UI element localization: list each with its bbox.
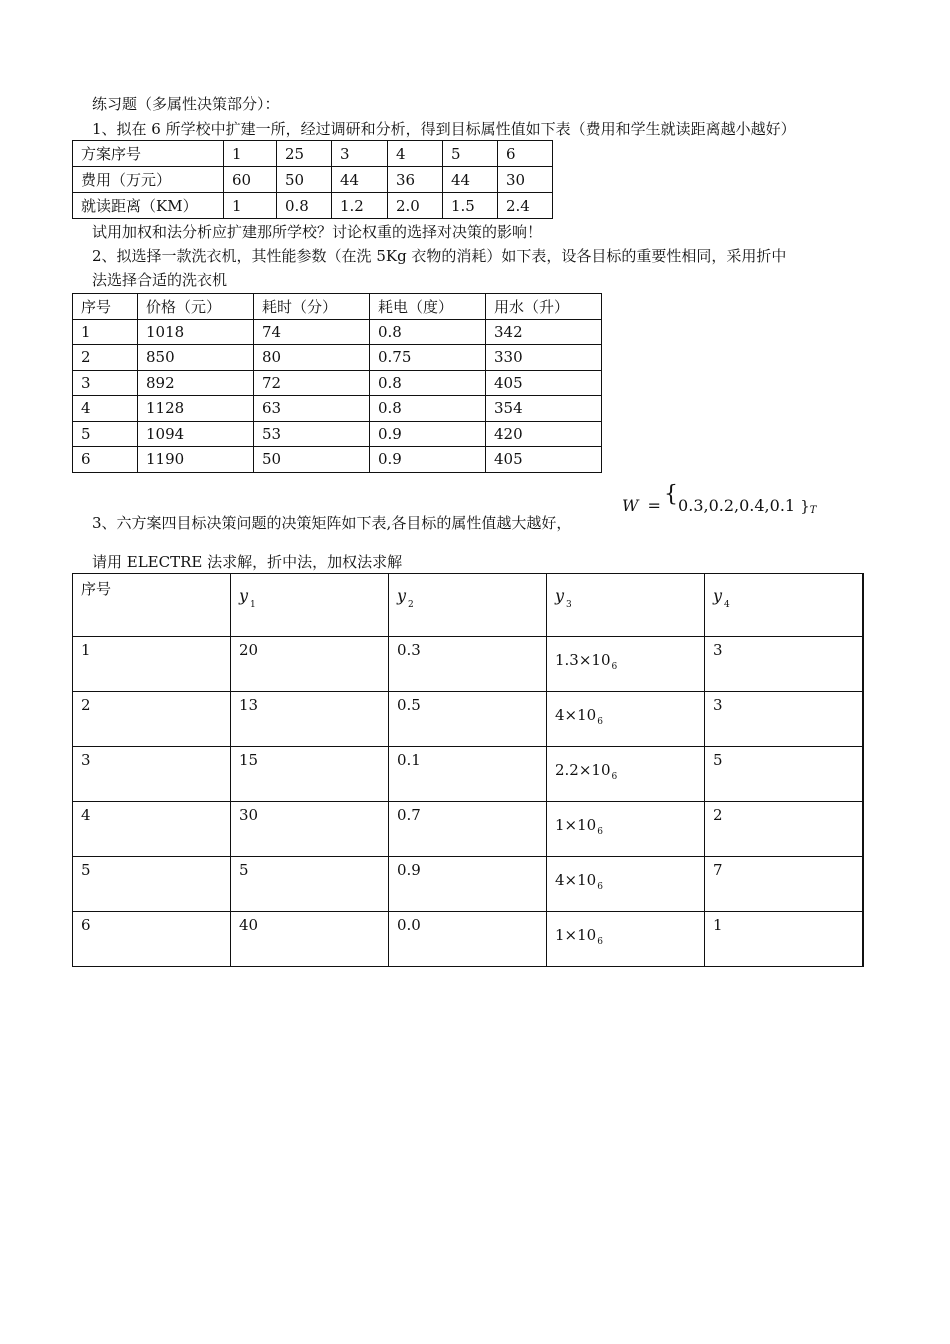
table-cell: 2 <box>73 692 231 747</box>
table-cell: 20 <box>231 637 389 692</box>
table-row <box>73 574 864 637</box>
table-cell <box>547 912 705 967</box>
table-cell: 892 <box>138 370 254 396</box>
right-brace-icon: } <box>800 497 810 515</box>
table-cell: 0.1 <box>389 747 547 802</box>
table-cell: 72 <box>254 370 370 396</box>
table-header-cell: 序号 <box>73 574 231 637</box>
sci-times-ten: ×10 <box>578 651 611 669</box>
table-cell: 40 <box>231 912 389 967</box>
table-header-cell: 序号 <box>73 294 138 320</box>
table-cell: 1.2 <box>332 193 388 219</box>
table-cell: 2.4 <box>498 193 553 219</box>
sci-times-ten: ×10 <box>564 871 597 889</box>
table-cell: 0.9 <box>370 447 486 473</box>
q1-after: 试用加权和法分析应扩建那所学校？讨论权重的选择对决策的影响！ <box>92 223 543 241</box>
sci-times-ten: ×10 <box>564 816 597 834</box>
table-cell: 6 <box>73 447 138 473</box>
table-cell: 1094 <box>138 421 254 447</box>
table-cell <box>547 747 705 802</box>
y-symbol: y <box>713 586 723 605</box>
table-cell: 7 <box>705 857 864 912</box>
table-cell: 0.8 <box>370 370 486 396</box>
sci-exponent: 6 <box>611 772 618 782</box>
y-symbol: y <box>397 586 407 605</box>
table-header-cell <box>705 574 864 637</box>
table-cell: 0.8 <box>277 193 332 219</box>
y-subscript: 2 <box>408 600 414 610</box>
q3-intro: 3、六方案四目标决策问题的决策矩阵如下表,各目标的属性值越大越好， <box>92 514 572 532</box>
transpose-symbol: T <box>809 505 817 516</box>
table-cell <box>547 802 705 857</box>
table-cell: 50 <box>277 167 332 193</box>
table-cell: 60 <box>224 167 277 193</box>
weight-values: 0.3,0.2,0.4,0.1 <box>678 496 796 515</box>
weight-formula <box>622 482 817 516</box>
exercise-heading: 练习题（多属性决策部分）： <box>92 95 280 113</box>
table-row <box>73 193 553 219</box>
table-cell: 4 <box>73 396 138 422</box>
table-cell: 费用（万元） <box>73 167 224 193</box>
table-cell: 5 <box>705 747 864 802</box>
table-cell: 1 <box>73 319 138 345</box>
table-cell: 0.5 <box>389 692 547 747</box>
sci-times-ten: ×10 <box>564 926 597 944</box>
table-cell: 5 <box>231 857 389 912</box>
table-row <box>73 141 553 167</box>
weight-equals: = <box>647 496 661 515</box>
table-row <box>73 912 864 967</box>
sci-coef: 1 <box>555 926 565 944</box>
table-cell: 就读距离（KM） <box>73 193 224 219</box>
table-cell: 6 <box>498 141 553 167</box>
table-cell: 0.8 <box>370 396 486 422</box>
sci-coef: 2.2 <box>555 761 579 779</box>
table-cell: 0.9 <box>370 421 486 447</box>
table-header-cell <box>389 574 547 637</box>
y-subscript: 1 <box>250 600 256 610</box>
sci-exponent: 6 <box>597 827 603 837</box>
table-cell: 3 <box>73 370 138 396</box>
table-cell: 25 <box>277 141 332 167</box>
y-subscript: 4 <box>724 600 730 610</box>
table-cell: 5 <box>73 421 138 447</box>
table-cell: 0.7 <box>389 802 547 857</box>
table-cell: 354 <box>486 396 602 422</box>
table-cell: 30 <box>498 167 553 193</box>
table-cell: 3 <box>332 141 388 167</box>
table-cell: 0.75 <box>370 345 486 371</box>
table-cell: 50 <box>254 447 370 473</box>
q1-intro: 1、拟在 6 所学校中扩建一所，经过调研和分析，得到目标属性值如下表（费用和学生就读距离越小越好） <box>92 120 796 138</box>
sci-times-ten: ×10 <box>564 706 597 724</box>
table-cell: 3 <box>73 747 231 802</box>
table-cell: 4 <box>73 802 231 857</box>
table-cell <box>547 857 705 912</box>
table-cell: 2 <box>705 802 864 857</box>
y-symbol: y <box>555 586 565 605</box>
table-cell: 1 <box>705 912 864 967</box>
table-row <box>73 421 602 447</box>
table-cell <box>547 692 705 747</box>
table-row <box>73 802 864 857</box>
table-cell: 330 <box>486 345 602 371</box>
table-cell: 2.0 <box>388 193 443 219</box>
table-cell: 420 <box>486 421 602 447</box>
sci-coef: 1 <box>555 816 565 834</box>
table-row <box>73 692 864 747</box>
table-cell: 1190 <box>138 447 254 473</box>
table-header-cell <box>547 574 705 637</box>
sci-coef: 1.3 <box>555 651 579 669</box>
table-cell: 36 <box>388 167 443 193</box>
table-row <box>73 370 602 396</box>
q2-intro-line1: 2、拟选择一款洗衣机，其性能参数（在洗 5Kg 衣物的消耗）如下表，设各目标的重要性相同，采用折中 <box>92 247 787 265</box>
table-cell: 0.3 <box>389 637 547 692</box>
table-header-cell: 耗电（度） <box>370 294 486 320</box>
table-cell: 74 <box>254 319 370 345</box>
table-cell: 80 <box>254 345 370 371</box>
sci-value <box>555 871 603 892</box>
table-header-cell <box>231 574 389 637</box>
q3-table <box>72 573 864 967</box>
sci-coef: 4 <box>555 871 565 889</box>
table-cell: 850 <box>138 345 254 371</box>
table-row <box>73 637 864 692</box>
table-cell: 1 <box>224 141 277 167</box>
sci-exponent: 6 <box>597 937 603 947</box>
table-cell: 405 <box>486 370 602 396</box>
table-row <box>73 345 602 371</box>
table-cell: 1.5 <box>443 193 498 219</box>
table-row <box>73 294 602 320</box>
table-row <box>73 396 602 422</box>
sci-exponent: 6 <box>597 717 603 727</box>
table-cell: 30 <box>231 802 389 857</box>
table-cell: 0.8 <box>370 319 486 345</box>
table-cell: 5 <box>443 141 498 167</box>
sci-exponent: 6 <box>597 882 603 892</box>
table-cell: 44 <box>332 167 388 193</box>
table-cell: 1128 <box>138 396 254 422</box>
q2-intro-line2: 法选择合适的洗衣机 <box>92 271 228 289</box>
table-cell: 0.0 <box>389 912 547 967</box>
sci-times-ten: ×10 <box>578 761 611 779</box>
q1-table <box>72 140 553 219</box>
table-cell: 1018 <box>138 319 254 345</box>
weight-symbol: W <box>622 496 639 515</box>
table-row <box>73 857 864 912</box>
table-cell: 53 <box>254 421 370 447</box>
table-header-cell: 价格（元） <box>138 294 254 320</box>
table-row <box>73 447 602 473</box>
table-header-cell: 耗时（分） <box>254 294 370 320</box>
table-cell: 3 <box>705 692 864 747</box>
table-cell: 1 <box>73 637 231 692</box>
table-row <box>73 747 864 802</box>
table-cell: 405 <box>486 447 602 473</box>
table-cell: 6 <box>73 912 231 967</box>
table-cell: 0.9 <box>389 857 547 912</box>
table-cell: 2 <box>73 345 138 371</box>
q2-table <box>72 293 602 473</box>
sci-value <box>555 651 617 672</box>
table-cell: 13 <box>231 692 389 747</box>
y-symbol: y <box>239 586 249 605</box>
table-cell: 44 <box>443 167 498 193</box>
table-cell: 方案序号 <box>73 141 224 167</box>
table-cell: 3 <box>705 637 864 692</box>
table-cell: 4 <box>388 141 443 167</box>
table-cell: 15 <box>231 747 389 802</box>
left-brace-icon: { <box>664 482 678 507</box>
sci-exponent: 6 <box>611 662 618 672</box>
sci-value <box>555 816 603 837</box>
y-subscript: 3 <box>566 600 572 610</box>
sci-value <box>555 706 603 727</box>
table-cell: 1 <box>224 193 277 219</box>
sci-value <box>555 926 603 947</box>
table-row <box>73 167 553 193</box>
table-header-cell: 用水（升） <box>486 294 602 320</box>
table-cell: 342 <box>486 319 602 345</box>
table-cell <box>547 637 705 692</box>
table-cell: 5 <box>73 857 231 912</box>
table-row <box>73 319 602 345</box>
q3-method: 请用 ELECTRE 法求解，折中法，加权法求解 <box>92 553 403 571</box>
sci-value <box>555 761 617 782</box>
table-cell: 63 <box>254 396 370 422</box>
sci-coef: 4 <box>555 706 565 724</box>
